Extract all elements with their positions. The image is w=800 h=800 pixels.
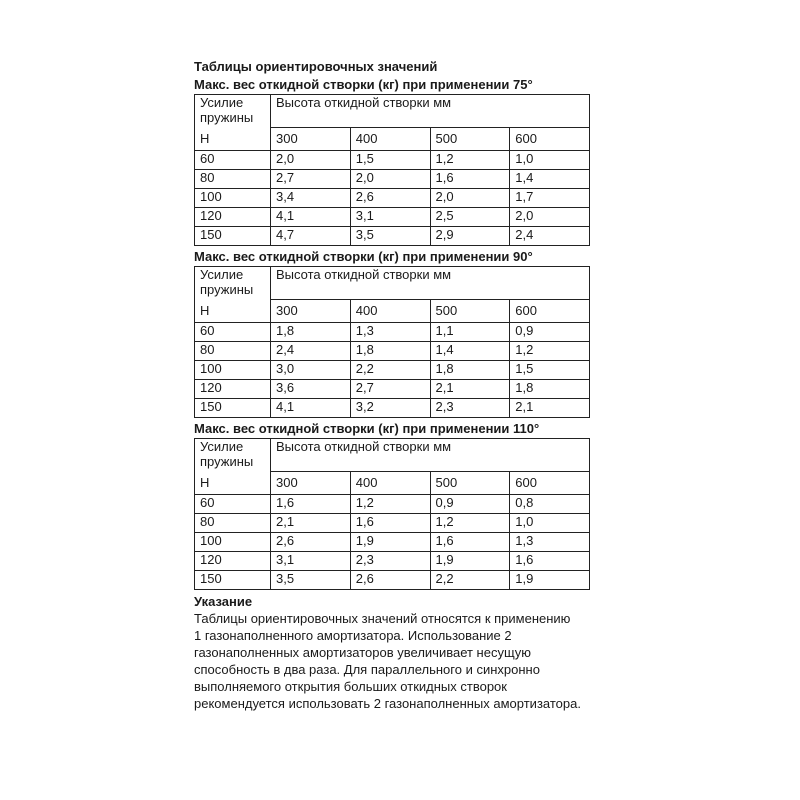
values-table (194, 438, 590, 590)
table-block-90 (194, 248, 594, 418)
force-cell: 60 (195, 323, 271, 342)
table-row (195, 533, 590, 552)
table-heading: Макс. вес откидной створки (кг) при применении 90° (194, 249, 533, 264)
value-cell: 1,9 (350, 533, 430, 552)
value-cell: 2,4 (510, 227, 590, 246)
table-row (195, 151, 590, 170)
value-cell: 1,9 (430, 552, 510, 571)
note-line: рекомендуется использовать 2 газонаполненных амортизатора. (194, 696, 581, 711)
value-cell: 2,6 (271, 533, 351, 552)
value-cell: 3,4 (271, 189, 351, 208)
note-line: 1 газонаполненного амортизатора. Использование 2 (194, 628, 512, 643)
value-cell: 1,7 (510, 189, 590, 208)
value-cell: 1,4 (430, 342, 510, 361)
note-line: способность в два раза. Для параллельного и синхронно (194, 662, 540, 677)
height-col-header: 600 (510, 128, 590, 151)
value-cell: 3,6 (271, 380, 351, 399)
table-heading: Макс. вес откидной створки (кг) при применении 110° (194, 421, 540, 436)
value-cell: 3,1 (271, 552, 351, 571)
height-col-header: 500 (430, 472, 510, 495)
document (194, 58, 594, 712)
height-label: Высота откидной створки мм (271, 439, 590, 472)
value-cell: 1,3 (350, 323, 430, 342)
note-line: выполняемого открытия больших откидных створок (194, 679, 507, 694)
height-col-header: 500 (430, 300, 510, 323)
value-cell: 4,1 (271, 399, 351, 418)
height-col-header: 300 (271, 472, 351, 495)
height-col-header: 400 (350, 472, 430, 495)
value-cell: 0,9 (430, 495, 510, 514)
value-cell: 3,5 (350, 227, 430, 246)
height-label: Высота откидной створки мм (271, 267, 590, 300)
value-cell: 2,1 (271, 514, 351, 533)
force-cell: 120 (195, 208, 271, 227)
value-cell: 2,0 (430, 189, 510, 208)
value-cell: 2,2 (350, 361, 430, 380)
value-cell: 2,0 (510, 208, 590, 227)
table-row (195, 495, 590, 514)
table-row (195, 227, 590, 246)
value-cell: 1,5 (510, 361, 590, 380)
value-cell: 1,4 (510, 170, 590, 189)
value-cell: 4,7 (271, 227, 351, 246)
value-cell: 2,0 (271, 151, 351, 170)
value-cell: 1,0 (510, 514, 590, 533)
height-col-header: 500 (430, 128, 510, 151)
table-row (195, 342, 590, 361)
note-line: Таблицы ориентировочных значений относятся к применению (194, 611, 571, 626)
value-cell: 3,2 (350, 399, 430, 418)
force-cell: 80 (195, 514, 271, 533)
value-cell: 2,6 (350, 189, 430, 208)
value-cell: 1,6 (430, 170, 510, 189)
values-table (194, 266, 590, 418)
value-cell: 2,7 (271, 170, 351, 189)
value-cell: 2,0 (350, 170, 430, 189)
height-label: Высота откидной створки мм (271, 95, 590, 128)
unit-label: Н (195, 128, 271, 151)
table-row (195, 208, 590, 227)
force-cell: 100 (195, 533, 271, 552)
table-row (195, 514, 590, 533)
table-heading: Макс. вес откидной створки (кг) при применении 75° (194, 77, 533, 92)
force-cell: 60 (195, 151, 271, 170)
value-cell: 0,8 (510, 495, 590, 514)
force-cell: 150 (195, 571, 271, 590)
value-cell: 3,0 (271, 361, 351, 380)
value-cell: 2,3 (350, 552, 430, 571)
value-cell: 1,3 (510, 533, 590, 552)
value-cell: 2,4 (271, 342, 351, 361)
value-cell: 2,1 (510, 399, 590, 418)
value-cell: 1,2 (350, 495, 430, 514)
height-col-header: 600 (510, 472, 590, 495)
force-cell: 150 (195, 399, 271, 418)
value-cell: 1,6 (350, 514, 430, 533)
force-cell: 100 (195, 361, 271, 380)
force-label: Усилие пружины (195, 95, 271, 128)
force-cell: 60 (195, 495, 271, 514)
value-cell: 1,1 (430, 323, 510, 342)
height-col-header: 400 (350, 300, 430, 323)
table-row (195, 189, 590, 208)
value-cell: 1,2 (430, 514, 510, 533)
value-cell: 1,8 (271, 323, 351, 342)
force-label: Усилие пружины (195, 267, 271, 300)
unit-label: Н (195, 300, 271, 323)
table-row (195, 170, 590, 189)
value-cell: 2,6 (350, 571, 430, 590)
value-cell: 1,2 (430, 151, 510, 170)
value-cell: 3,5 (271, 571, 351, 590)
note-title: Указание (194, 594, 253, 609)
force-cell: 80 (195, 342, 271, 361)
value-cell: 1,6 (271, 495, 351, 514)
unit-label: Н (195, 472, 271, 495)
value-cell: 1,8 (510, 380, 590, 399)
value-cell: 0,9 (510, 323, 590, 342)
force-cell: 120 (195, 552, 271, 571)
value-cell: 4,1 (271, 208, 351, 227)
value-cell: 2,2 (430, 571, 510, 590)
height-col-header: 400 (350, 128, 430, 151)
value-cell: 2,3 (430, 399, 510, 418)
value-cell: 1,6 (430, 533, 510, 552)
note-section (194, 593, 594, 712)
force-cell: 150 (195, 227, 271, 246)
value-cell: 1,0 (510, 151, 590, 170)
value-cell: 1,8 (350, 342, 430, 361)
height-col-header: 300 (271, 300, 351, 323)
value-cell: 3,1 (350, 208, 430, 227)
page-title: Таблицы ориентировочных значений (194, 59, 438, 74)
value-cell: 2,9 (430, 227, 510, 246)
table-row (195, 571, 590, 590)
value-cell: 1,6 (510, 552, 590, 571)
values-table (194, 94, 590, 246)
height-col-header: 600 (510, 300, 590, 323)
table-row (195, 380, 590, 399)
table-block-110 (194, 420, 594, 590)
table-row (195, 361, 590, 380)
value-cell: 2,7 (350, 380, 430, 399)
force-cell: 100 (195, 189, 271, 208)
force-cell: 120 (195, 380, 271, 399)
height-col-header: 300 (271, 128, 351, 151)
value-cell: 1,2 (510, 342, 590, 361)
value-cell: 1,9 (510, 571, 590, 590)
table-row (195, 323, 590, 342)
value-cell: 1,5 (350, 151, 430, 170)
table-row (195, 552, 590, 571)
value-cell: 1,8 (430, 361, 510, 380)
force-cell: 80 (195, 170, 271, 189)
note-line: газонаполненных амортизаторов увеличивает несущую (194, 645, 532, 660)
value-cell: 2,1 (430, 380, 510, 399)
table-row (195, 399, 590, 418)
table-block-75 (194, 76, 594, 246)
value-cell: 2,5 (430, 208, 510, 227)
force-label: Усилие пружины (195, 439, 271, 472)
